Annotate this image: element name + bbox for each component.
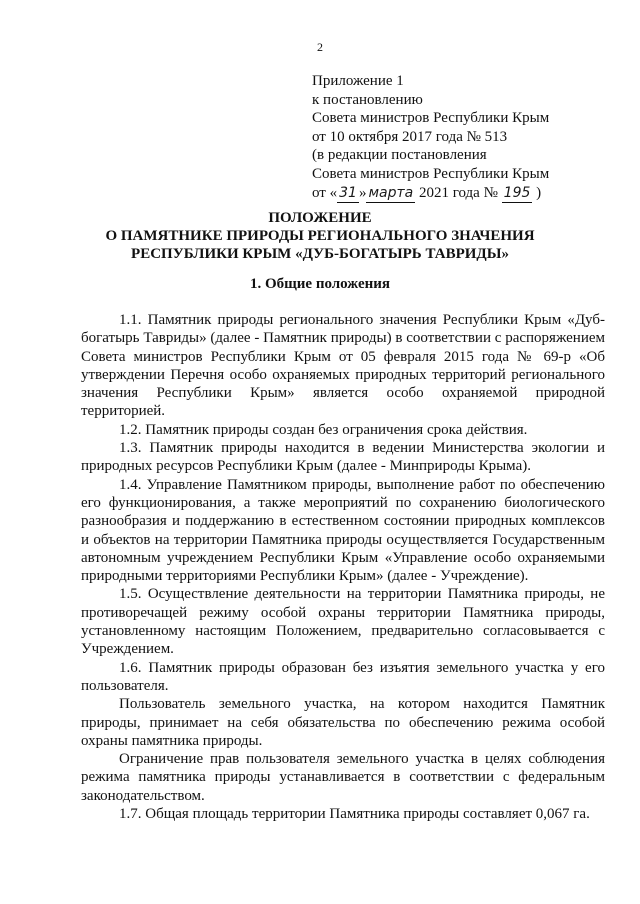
paragraph-1-7: 1.7. Общая площадь территории Памятника природы составляет 0,067 га. — [119, 806, 590, 823]
heading-line: РЕСПУБЛИКИ КРЫМ «ДУБ-БОГАТЫРЬ ТАВРИДЫ» — [131, 246, 509, 262]
date-year: 2021 года № — [418, 184, 498, 201]
appendix-line: от 10 октября 2017 года № 513 — [312, 128, 508, 145]
handwritten-number: 195 — [502, 184, 533, 204]
appendix-line: Приложение 1 — [312, 73, 404, 89]
document-heading — [0, 209, 640, 263]
section-title: 1. Общие положения — [249, 276, 391, 292]
heading-line: О ПАМЯТНИКЕ ПРИРОДЫ РЕГИОНАЛЬНОГО ЗНАЧЕНИЯ — [105, 228, 535, 244]
paragraph-1-2: 1.2. Памятник природы создан без ограничения срока действия. — [119, 421, 528, 438]
date-suffix: ) — [536, 184, 542, 201]
handwritten-month: марта — [366, 184, 415, 204]
page-number: 2 — [317, 40, 323, 54]
date-prefix: от « — [312, 184, 338, 201]
appendix-line: Совета министров Республики Крым — [312, 165, 550, 182]
appendix-line: Совета министров Республики Крым — [312, 110, 550, 127]
paragraph-land-user: Пользователь земельного участка, на котором находится Памятник природы, принимает на себя обязательства по обеспечению режима особой охраны памятника природы. — [81, 696, 605, 749]
handwritten-day: 31 — [337, 184, 359, 204]
paragraph-1-1: 1.1. Памятник природы регионального значения Республики Крым «Дуб-богатырь Тавриды» (далее - Памятник природы) в соответствии с распоряжением Совета министров Республики Крым от 05 февраля 2015 года № 69-р «Об утверждении Перечня особо охраняемых природных территорий регионального значения Республики Крым» является особо охраняемой природной территорией. — [81, 312, 605, 420]
appendix-line: (в редакции постановления — [312, 147, 487, 164]
paragraph-1-4: 1.4. Управление Памятником природы, выполнение работ по обеспечению его функционирования, а также мероприятий по сохранению биологического разнообразия и поддержанию в естественном состоянии природных комплексов и объектов на территории Памятника природы осуществляется Государственным автономным учреждением Республики Крым «Управление особо охраняемыми природными территориями Республики Крым» (далее - Учреждение). — [81, 476, 605, 585]
appendix-date-line — [312, 184, 549, 204]
appendix-block — [312, 72, 549, 203]
heading-line: ПОЛОЖЕНИЕ — [268, 210, 372, 226]
paragraph-1-5: 1.5. Осуществление деятельности на территории Памятника природы, не противоречащей режиму особой охраны территории Памятника природы, установленному настоящим Положением, предварительно согласовывается с Учреждением. — [81, 586, 605, 658]
appendix-line: к постановлению — [312, 91, 423, 108]
date-quote: » — [358, 184, 367, 201]
paragraph-1-6: 1.6. Памятник природы образован без изъятия земельного участка у его пользователя. — [81, 659, 605, 694]
paragraph-rights-restriction: Ограничение прав пользователя земельного участка в целях соблюдения режима памятника природы устанавливается в соответствии с федеральным законодательством. — [81, 751, 605, 804]
document-body — [81, 311, 605, 823]
paragraph-1-3: 1.3. Памятник природы находится в ведении Министерства экологии и природных ресурсов Республики Крым (далее - Минприроды Крыма). — [81, 440, 605, 475]
